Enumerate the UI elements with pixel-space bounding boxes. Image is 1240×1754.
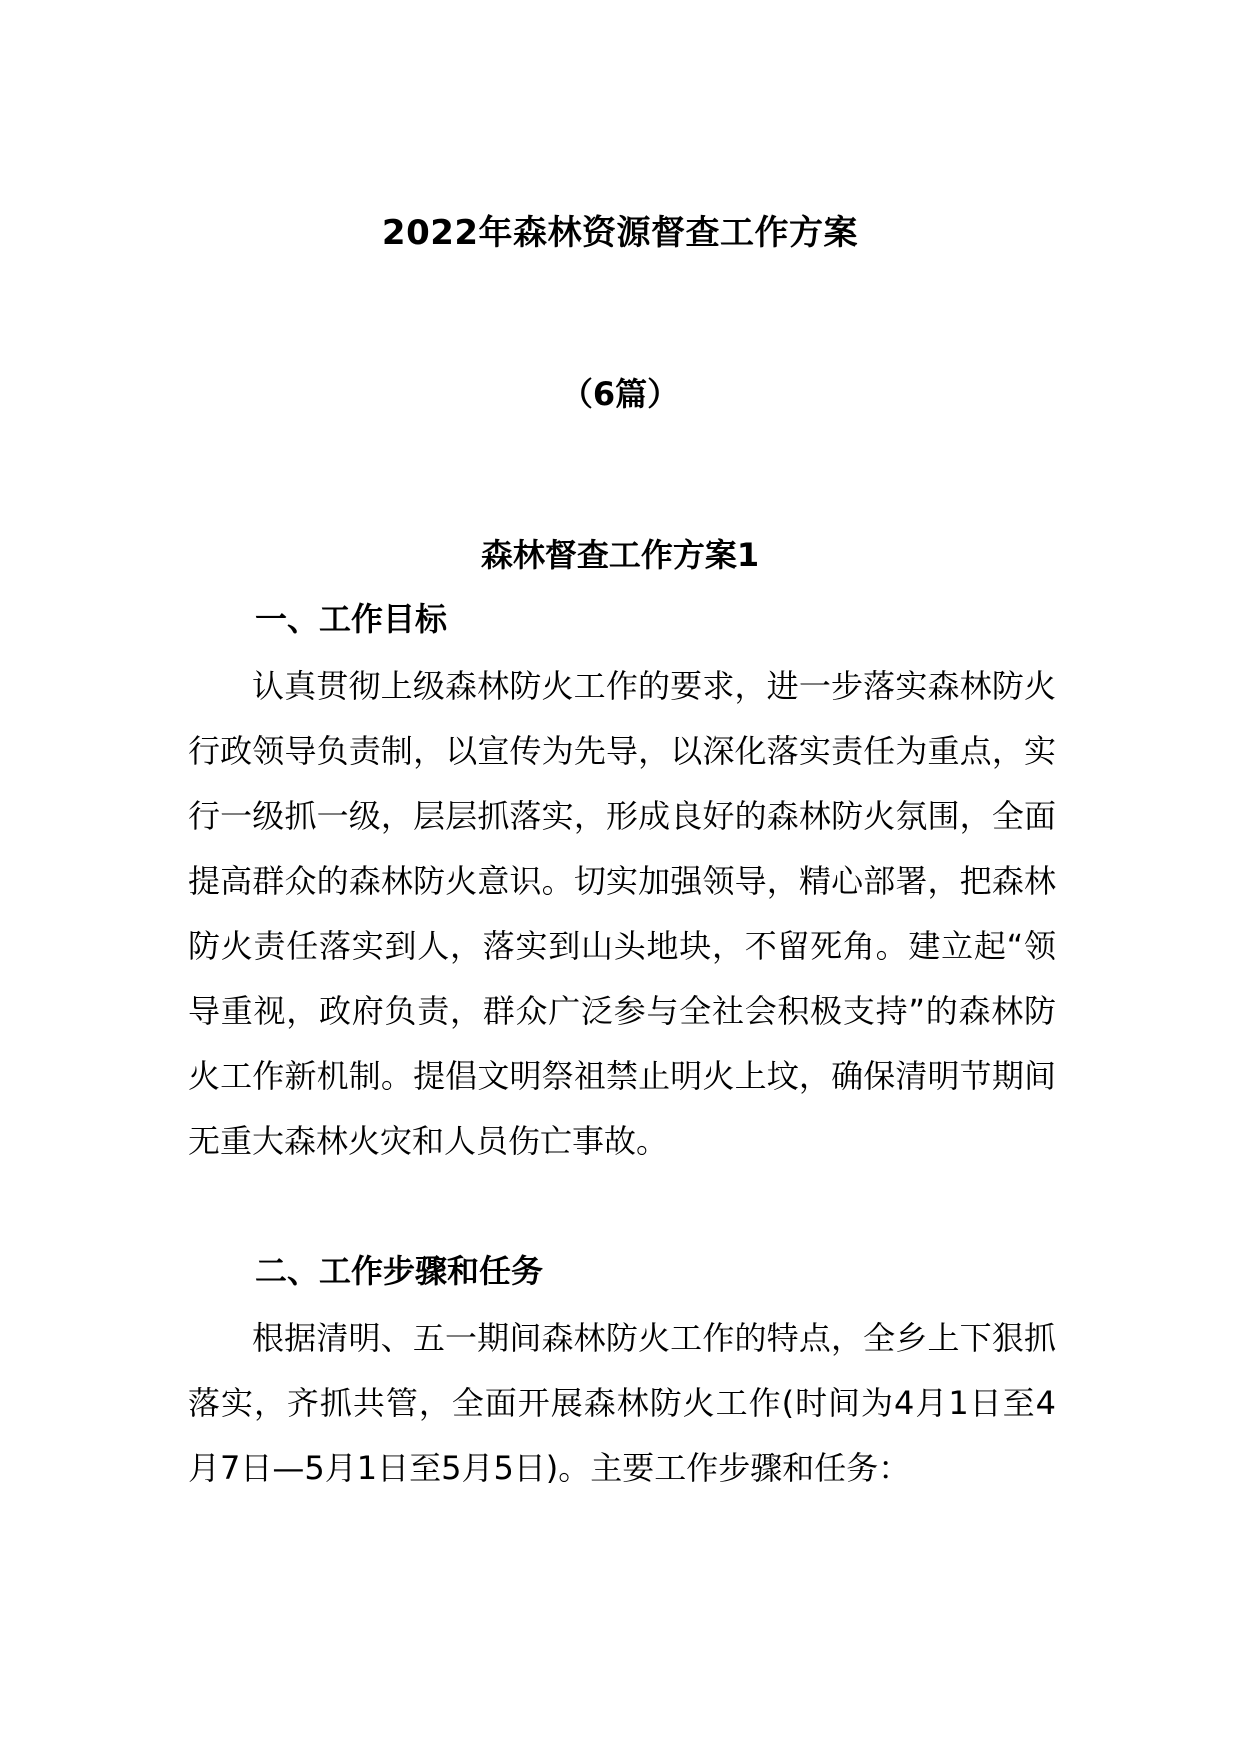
heading-work-goals: 一、工作目标 — [255, 600, 448, 638]
heading-work-steps: 二、工作步骤和任务 — [255, 1252, 544, 1290]
section-title: 森林督查工作方案1 — [480, 536, 760, 574]
paragraph-work-steps: 根据清明、五一期间森林防火工作的特点，全乡上下狠抓落实，齐抓共管，全面开展森林防火工作(时间为4月1日至4月7日—5月1日至5月5日)。主要工作步骤和任务： — [188, 1319, 1056, 1487]
paragraph-work-goals: 认真贯彻上级森林防火工作的要求，进一步落实森林防火行政领导负责制，以宣传为先导，以深化落实责任为重点，实行一级抓一级，层层抓落实，形成良好的森林防火氛围，全面提高群众的森林防火意识。切实加强领导，精心部署，把森林防火责任落实到人，落实到山头地块，不留死角。建立起“领导重视，政府负责，群众广泛参与全社会积极支持”的森林防火工作新机制。提倡文明祭祖禁止明火上坟，确保清明节期间无重大森林火灾和人员伤亡事故。 — [188, 667, 1056, 1160]
document-subtitle: （6篇） — [560, 375, 680, 413]
document-title: 2022年森林资源督查工作方案 — [381, 213, 859, 253]
